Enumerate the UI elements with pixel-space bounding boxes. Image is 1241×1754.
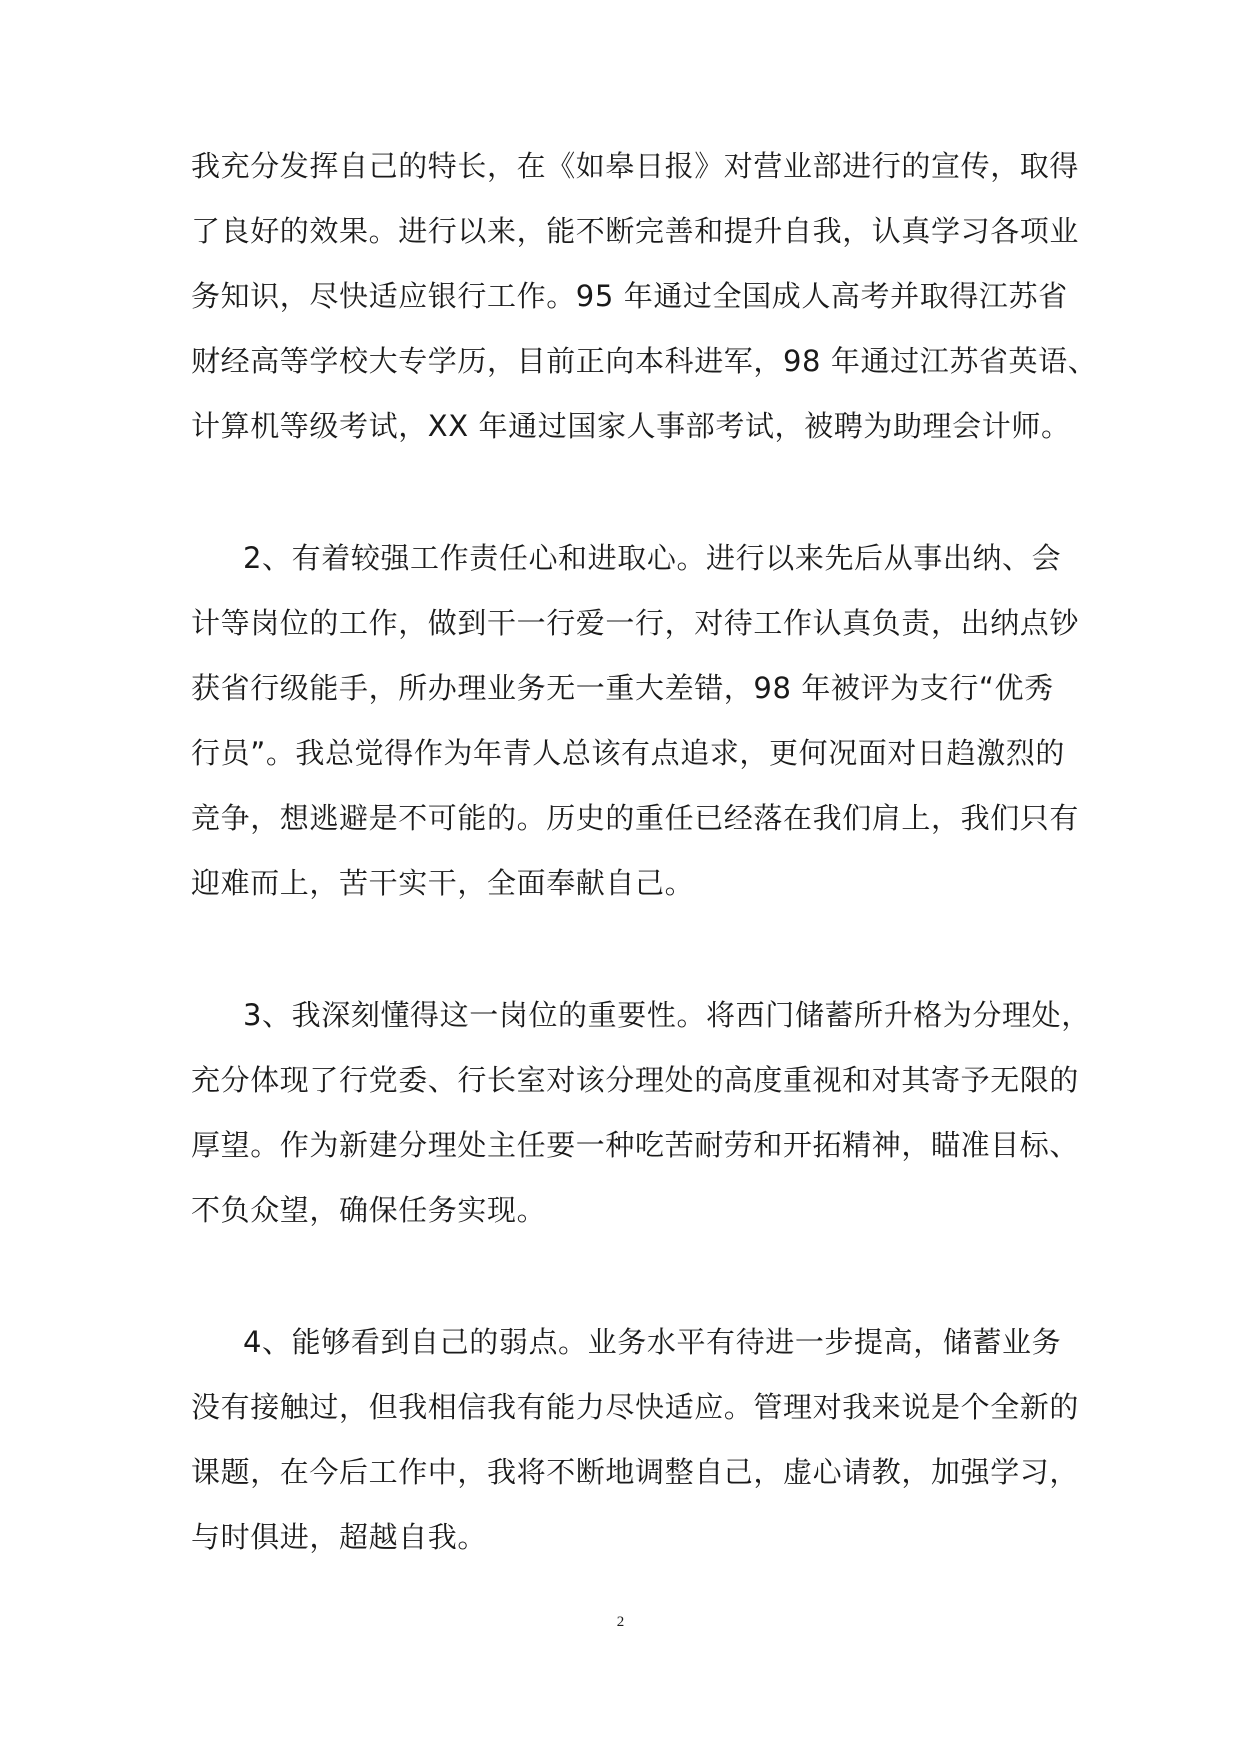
text-line: 2、有着较强工作责任心和进取心。进行以来先后从事出纳、会: [243, 541, 1062, 575]
paragraph-gap: [191, 459, 1071, 526]
paragraph-gap: [191, 1243, 1071, 1310]
text-line: 计算机等级考试，XX 年通过国家人事部考试，被聘为助理会计师。: [191, 409, 1071, 443]
paragraph-gap: [191, 916, 1071, 983]
page-number: 2: [616, 1614, 625, 1630]
text-line: 厚望。作为新建分理处主任要一种吃苦耐劳和开拓精神，瞄准目标、: [191, 1128, 1080, 1162]
document-body: [191, 134, 1098, 1570]
text-line: 行员”。我总觉得作为年青人总该有点追求，更何况面对日趋激烈的: [191, 736, 1066, 770]
text-line: 与时俱进，超越自我。: [191, 1520, 488, 1554]
text-line: 课题，在今后工作中，我将不断地调整自己，虚心请教，加强学习，: [191, 1455, 1080, 1489]
text-line: 计等岗位的工作，做到干一行爱一行，对待工作认真负责，出纳点钞: [191, 606, 1080, 640]
paragraph-1: [191, 134, 1098, 459]
paragraph-4: [191, 1310, 1080, 1570]
paragraph-2: [191, 526, 1080, 916]
text-line: 4、能够看到自己的弱点。业务水平有待进一步提高，储蓄业务: [243, 1325, 1062, 1359]
paragraph-3: [191, 983, 1091, 1243]
text-line: 竞争，想逃避是不可能的。历史的重任已经落在我们肩上，我们只有: [191, 801, 1080, 835]
text-line: 务知识，尽快适应银行工作。95 年通过全国成人高考并取得江苏省: [191, 279, 1068, 313]
text-line: 3、我深刻懂得这一岗位的重要性。将西门储蓄所升格为分理处，: [243, 998, 1091, 1032]
text-line: 没有接触过，但我相信我有能力尽快适应。管理对我来说是个全新的: [191, 1390, 1080, 1424]
text-line: 财经高等学校大专学历，目前正向本科进军，98 年通过江苏省英语、: [191, 344, 1098, 378]
text-line: 不负众望，确保任务实现。: [191, 1193, 547, 1227]
text-line: 迎难而上，苦干实干，全面奉献自己。: [191, 866, 695, 900]
text-line: 了良好的效果。进行以来，能不断完善和提升自我，认真学习各项业: [191, 214, 1080, 248]
text-line: 获省行级能手，所办理业务无一重大差错，98 年被评为支行“优秀: [191, 671, 1054, 705]
text-line: 充分体现了行党委、行长室对该分理处的高度重视和对其寄予无限的: [191, 1063, 1080, 1097]
text-line: 我充分发挥自己的特长，在《如皋日报》对营业部进行的宣传，取得: [191, 149, 1080, 183]
